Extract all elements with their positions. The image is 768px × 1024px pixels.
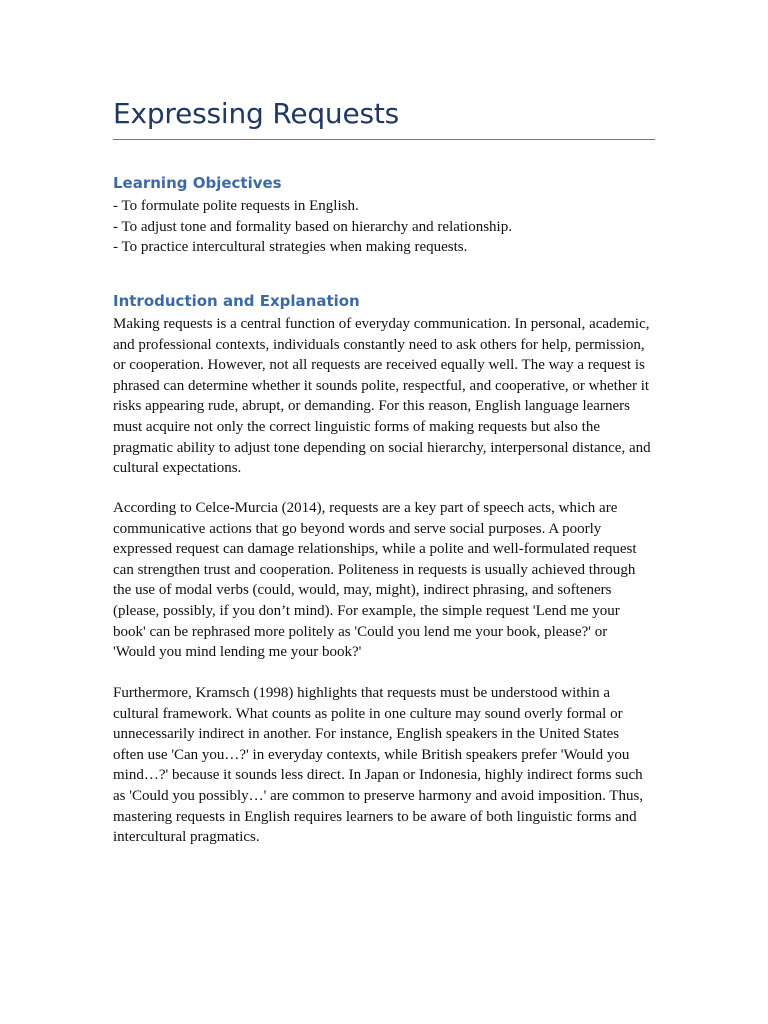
paragraph-line: According to Celce-Murcia (2014), requests are a key part of speech acts, which are — [113, 500, 618, 516]
paragraph-line: pragmatic ability to adjust tone depending on social hierarchy, interpersonal distance, and — [113, 439, 651, 456]
body-paragraph — [113, 683, 655, 848]
paragraph-line: as 'Could you possibly…' are common to preserve harmony and avoid imposition. Thus, — [113, 787, 644, 804]
objective-item: - To formulate polite requests in English. — [113, 198, 359, 214]
paragraph-line: Furthermore, Kramsch (1998) highlights that requests must be understood within a — [113, 685, 610, 701]
paragraph-line: expressed request can damage relationships, while a polite and well-formulated request — [113, 541, 637, 558]
paragraph-line: cultural expectations. — [113, 460, 242, 477]
body-paragraph — [113, 314, 655, 479]
paragraph-line: or cooperation. However, not all requests are received equally well. The way a request is — [113, 357, 645, 374]
paragraph-line: the use of modal verbs (could, would, may, might), indirect phrasing, and softeners — [113, 582, 612, 599]
introduction-heading: Introduction and Explanation — [113, 292, 360, 310]
paragraph-line: Making requests is a central function of everyday communication. In personal, academic, — [113, 316, 650, 332]
paragraph-line: and professional contexts, individuals constantly need to ask others for help, permission, — [113, 336, 645, 353]
paragraph-line: cultural framework. What counts as polite in one culture may sound overly formal or — [113, 705, 623, 722]
paragraph-line: book' can be rephrased more politely as 'Could you lend me your book, please?' or — [113, 623, 608, 640]
paragraph-line: (please, possibly, if you don’t mind). For example, the simple request 'Lend me your — [113, 602, 620, 619]
learning-objectives-heading: Learning Objectives — [113, 174, 282, 192]
paragraph-line: risks appearing rude, abrupt, or demanding. For this reason, English language learners — [113, 398, 630, 415]
paragraph-line: often use 'Can you…?' in everyday contexts, while British speakers prefer 'Would you — [113, 746, 630, 763]
objective-item: - To adjust tone and formality based on hierarchy and relationship. — [113, 218, 512, 235]
objective-item: - To practice intercultural strategies when making requests. — [113, 239, 468, 256]
paragraph-line: unnecessarily indirect in another. For instance, English speakers in the United States — [113, 726, 620, 743]
paragraph-line: mind…?' because it sounds less direct. In Japan or Indonesia, highly indirect forms such — [113, 767, 643, 784]
paragraph-line: 'Would you mind lending me your book?' — [113, 644, 362, 661]
paragraph-line: mastering requests in English requires learners to be aware of both linguistic forms and — [113, 808, 637, 825]
paragraph-line: communicative actions that go beyond words and serve social purposes. A poorly — [113, 520, 602, 537]
title-divider — [113, 139, 655, 140]
objectives-list — [113, 196, 512, 258]
paragraph-line: must acquire not only the correct linguistic forms of making requests but also the — [113, 418, 600, 435]
paragraph-line: can strengthen trust and cooperation. Politeness in requests is usually achieved through — [113, 561, 636, 578]
paragraph-line: intercultural pragmatics. — [113, 829, 260, 846]
paragraph-line: phrased can determine whether it sounds polite, respectful, and cooperative, or whether it — [113, 377, 650, 394]
page-title: Expressing Requests — [113, 97, 400, 130]
body-paragraph — [113, 498, 655, 663]
